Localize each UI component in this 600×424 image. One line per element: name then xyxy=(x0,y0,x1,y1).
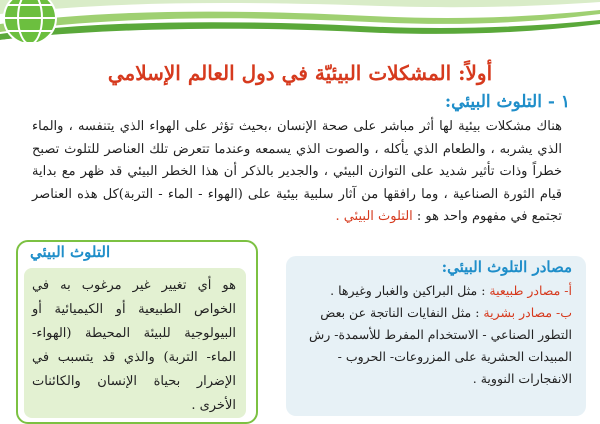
definition-heading: التلوث البيئي xyxy=(30,243,111,261)
pollution-sources-box xyxy=(286,256,586,416)
source-human xyxy=(296,302,572,390)
natural-label: أ- مصادر طبيعية xyxy=(489,283,572,298)
human-text: : مثل النفايات الناتجة عن بعض التطور الصناعي - الاستخدام المفرط للأسمدة- رش المبيدات الحشرية على المزروعات- الحروب - الانفجارات النووية . xyxy=(308,305,572,386)
main-title: أولاً: المشكلات البيئيّة في دول العالم الإسلامي xyxy=(107,61,493,85)
highlighted-term: التلوث البيئي . xyxy=(335,209,413,224)
sources-heading: مصادر التلوث البيئي: xyxy=(441,258,572,276)
definition-text: هو أي تغيير غير مرغوب به في الخواص الطبيعية أو الكيميائية أو البيولوجية للبيئة المحيطة (الهواء- الماء- التربة) والذي قد يتسبب في الإضرار بحياة الإنسان والكائنات الأخرى . xyxy=(32,278,236,413)
source-natural xyxy=(296,280,572,302)
sources-list xyxy=(296,280,572,390)
natural-text: : مثل البراكين والغبار وغيرها . xyxy=(330,283,490,298)
section-title: ١ - التلوث البيئي: xyxy=(444,92,570,112)
intro-text: هناك مشكلات بيئية لها أثر مباشر على صحة الإنسان ،بحيث تؤثر على الهواء الذي يتنفسه ، والماء الذي يشربه ، والطعام الذي يأكله ، والصوت الذي يسمعه وعندما تتعرض تلك العناصر للتلوث تصبح خطراً وذات تأثير شديد على التوازن البيئي ، والجدير بالذكر أن هذا الخطر البيئي قد ظهر مع بداية قيام الثورة الصناعية ، وما رافقها من آثار سلبية بيئية على (الهواء - الماء - التربة)كل هذه العناصر تجتمع في مفهوم واحد هو : xyxy=(32,119,562,224)
intro-paragraph xyxy=(32,116,562,229)
human-label: ب- مصادر بشرية xyxy=(483,305,572,320)
definition-panel xyxy=(24,268,246,418)
